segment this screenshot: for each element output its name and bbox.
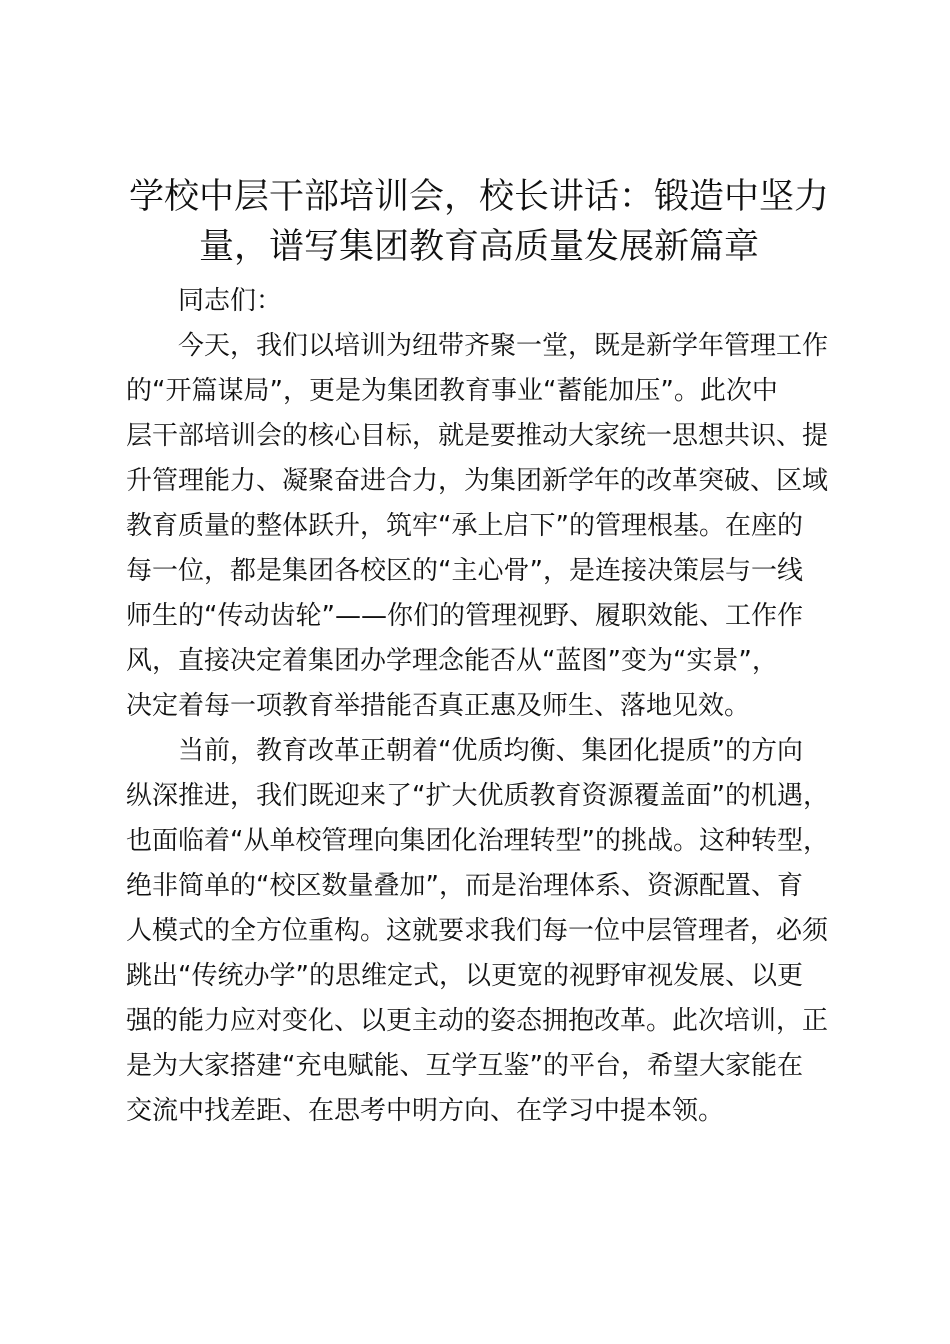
title-line: 量，谱写集团教育高质量发展新篇章 <box>198 227 759 267</box>
paragraph-line: 决定着每一项教育举措能否真正惠及师生、落地见效。 <box>126 691 751 721</box>
paragraph <box>126 729 846 1134</box>
document-title <box>118 172 840 272</box>
paragraph-line: 强的能力应对变化、以更主动的姿态拥抱改革。此次培训，正 <box>126 1006 829 1036</box>
paragraph-line: 也面临着“从单校管理向集团化治理转型”的挑战。这种转型， <box>126 826 829 856</box>
paragraph-line: 绝非简单的“校区数量叠加”，而是治理体系、资源配置、育 <box>126 871 803 901</box>
paragraph-line: 升管理能力、凝聚奋进合力，为集团新学年的改革突破、区域 <box>126 466 829 496</box>
paragraph <box>126 324 846 729</box>
paragraph-line: 层干部培训会的核心目标，就是要推动大家统一思想共识、提 <box>126 421 829 451</box>
document-body <box>126 279 846 1134</box>
paragraph-line: 当前，教育改革正朝着“优质均衡、集团化提质”的方向 <box>178 736 803 766</box>
paragraph-line: 跳出“传统办学”的思维定式，以更宽的视野审视发展、以更 <box>126 961 803 991</box>
paragraph-line: 人模式的全方位重构。这就要求我们每一位中层管理者，必须 <box>126 916 829 946</box>
title-line: 学校中层干部培训会，校长讲话：锻造中坚力 <box>128 177 829 217</box>
paragraph-line: 每一位，都是集团各校区的“主心骨”，是连接决策层与一线 <box>126 556 803 586</box>
paragraph-line: 风，直接决定着集团办学理念能否从“蓝图”变为“实景”， <box>126 646 778 676</box>
paragraph-line: 教育质量的整体跃升，筑牢“承上启下”的管理根基。在座的 <box>126 511 803 541</box>
paragraph-line: 师生的“传动齿轮”——你们的管理视野、履职效能、工作作 <box>126 601 803 631</box>
paragraph-line: 交流中找差距、在思考中明方向、在学习中提本领。 <box>126 1096 725 1126</box>
paragraph-line: 的“开篇谋局”，更是为集团教育事业“蓄能加压”。此次中 <box>126 376 778 406</box>
salutation: 同志们： <box>178 286 283 316</box>
paragraph-line: 今天，我们以培训为纽带齐聚一堂，既是新学年管理工作 <box>178 331 829 361</box>
paragraph-line: 纵深推进，我们既迎来了“扩大优质教育资源覆盖面”的机遇， <box>126 781 829 811</box>
paragraph-line: 是为大家搭建“充电赋能、互学互鉴”的平台，希望大家能在 <box>126 1051 803 1081</box>
